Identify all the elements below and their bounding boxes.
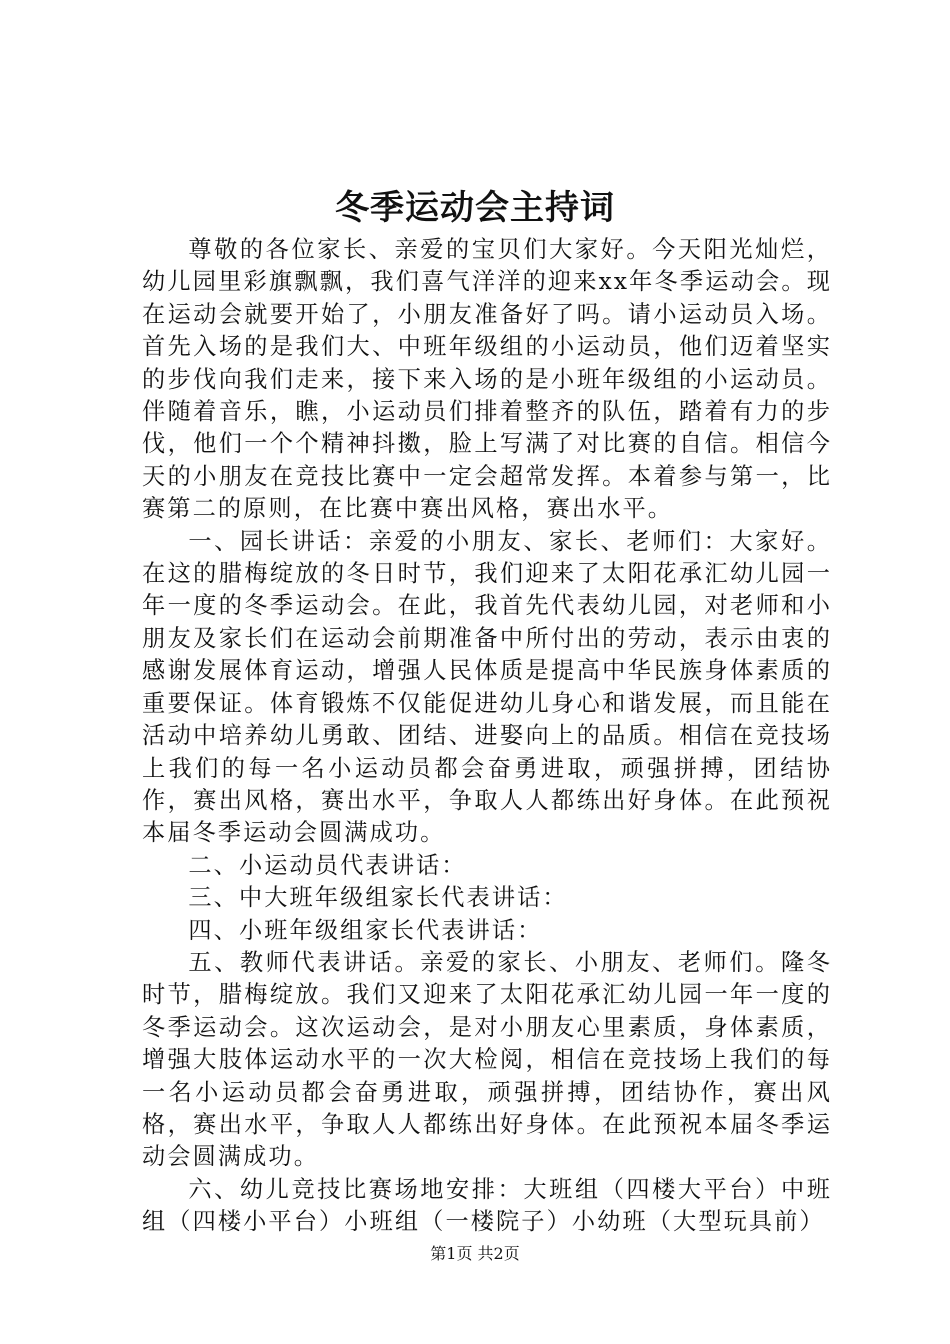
paragraph-venue-arrangement: 六、幼儿竞技比赛场地安排：大班组（四楼大平台）中班组（四楼小平台）小班组（一楼院子）小幼班（大型玩具前） xyxy=(142,1175,832,1236)
page-number-footer: 第1页 共2页 xyxy=(430,1244,520,1263)
page-title: 冬季运动会主持词 xyxy=(335,188,615,228)
paragraph-athlete-representative: 二、小运动员代表讲话： xyxy=(188,851,467,879)
document-body xyxy=(142,234,832,1239)
paragraph-junior-parent-representative: 四、小班年级组家长代表讲话： xyxy=(188,916,543,944)
paragraph-senior-parent-representative: 三、中大班年级组家长代表讲话： xyxy=(188,884,568,912)
paragraph-opening: 尊敬的各位家长、亲爱的宝贝们大家好。今天阳光灿烂，幼儿园里彩旗飘飘，我们喜气洋洋的迎来xx年冬季运动会。现在运动会就要开始了，小朋友准备好了吗。请小运动员入场。首先入场的是我们大、中班年级组的小运动员，他们迈着坚实的步伐向我们走来，接下来入场的是小班年级组的小运动员。伴随着音乐，瞧，小运动员们排着整齐的队伍，踏着有力的步伐，他们一个个精神抖擞，脸上写满了对比赛的自信。相信今天的小朋友在竞技比赛中一定会超常发挥。本着参与第一，比赛第二的原则，在比赛中赛出风格，赛出水平。 xyxy=(142,236,832,523)
paragraph-teacher-speech: 五、教师代表讲话。亲爱的家长、小朋友、老师们。隆冬时节，腊梅绽放。我们又迎来了太阳花承汇幼儿园一年一度的冬季运动会。这次运动会，是对小朋友心里素质，身体素质，增强大肢体运动水平的一次大检阅，相信在竞技场上我们的每一名小运动员都会奋勇进取，顽强拼搏，团结协作，赛出风格，赛出水平，争取人人都练出好身体。在此预祝本届冬季运动会圆满成功。 xyxy=(142,948,832,1171)
paragraph-principal-speech: 一、园长讲话：亲爱的小朋友、家长、老师们：大家好。在这的腊梅绽放的冬日时节，我们迎来了太阳花承汇幼儿园一年一度的冬季运动会。在此，我首先代表幼儿园，对老师和小朋友及家长们在运动会前期准备中所付出的劳动，表示由衷的感谢发展体育运动，增强人民体质是提高中华民族身体素质的重要保证。体育锻炼不仅能促进幼儿身心和谐发展，而且能在活动中培养幼儿勇敢、团结、进娶向上的品质。相信在竞技场上我们的每一名小运动员都会奋勇进取，顽强拼搏，团结协作，赛出风格，赛出水平，争取人人都练出好身体。在此预祝本届冬季运动会圆满成功。 xyxy=(142,527,832,847)
